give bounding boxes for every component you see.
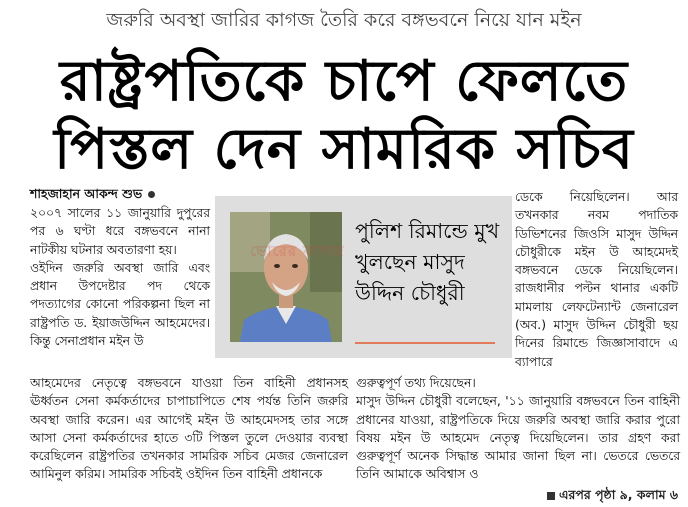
continuation-text: এরপর পৃষ্ঠা ৯, কলাম ৬ — [558, 487, 678, 502]
caption-divider — [355, 342, 495, 344]
right-column — [515, 188, 678, 371]
left-column — [30, 204, 210, 350]
bottom-right-column — [356, 374, 680, 484]
portrait-image-icon — [230, 212, 345, 342]
left-paragraph: ওইদিন জরুরি অবস্থা জারি এবং প্রধান উপদেষ্টার পদ থেকে পদত্যাগের কোনো পরিকল্পনা ছিল না রাষ্ট্রপতি ড. ইয়াজউদ্দিন আহমেদের। কিন্তু সেনাপ্রধান মইন উ — [30, 260, 210, 349]
bottom-right-paragraph: মাসুদ উদ্দিন চৌধুরী বলেছেন, '১১ জানুয়ারি বঙ্গভবনে তিন বাহিনী প্রধানের যাওয়া, রাষ্ট্রপতিকে দিয়ে জরুরি অবস্থা জারি করার পুরো বিষয় মইন উ আহমেদ নেতৃত্ব দিয়েছিলেন। তার গ্রহণ করা গুরুত্বপূর্ণ অনেক সিদ্ধান্ত আমার জানা ছিল না। ভেতরে ভেতরে তিনি আমাকে অবিশ্বাস ও — [356, 394, 680, 482]
square-bullet-icon — [547, 492, 555, 500]
left-paragraph: ২০০৭ সালের ১১ জানুয়ারি দুপুরের পর ৬ ঘণ্টা ধরে বঙ্গভবনে নানা নাটকীয় ঘটনার অবতারণা হয়। — [30, 206, 210, 257]
bottom-right-paragraph: গুরুত্বপূর্ণ তথ্য দিয়েছেন। — [356, 376, 476, 390]
watermark: ভোরের কাগজ — [250, 242, 345, 260]
headline-line-2: পিস্তল দেন সামরিক সচিব — [54, 117, 634, 182]
kicker-headline: জরুরি অবস্থা জারির কাগজ তৈরি করে বঙ্গভবনে নিয়ে যান মইন — [106, 9, 582, 31]
photo-caption: পুলিশ রিমান্ডে মুখ খুলছেন মাসুদ উদ্দিন চৌধুরী — [355, 219, 500, 305]
continuation-note — [547, 487, 678, 507]
portrait-photo — [230, 212, 345, 342]
right-paragraph: ডেকে নিয়েছিলেন। আর তখনকার নবম পদাতিক ডিভিশনের জিওসি মাসুদ উদ্দিন চৌধুরীকে মইন উ আহমেদই বঙ্গভবনে ডেকে নিয়েছিলেন। রাজধানীর পল্টন থানার একটি মামলায় লেফটেন্যান্ট জেনারেল (অব.) মাসুদ উদ্দিন চৌধুরী ছয় দিনের রিমান্ডে জিজ্ঞাসাবাদে এ ব্যাপারে — [515, 190, 678, 369]
headline-line-1: রাষ্ট্রপতিকে চাপে ফেলতে — [59, 49, 629, 114]
byline — [30, 186, 155, 206]
bullet-icon — [148, 191, 155, 198]
byline-author: শাহজাহান আকন্দ শুভ — [30, 186, 143, 201]
bottom-left-paragraph: আহমেদের নেতৃত্বে বঙ্গভবনে যাওয়া তিন বাহিনী প্রধানসহ ঊর্ধ্বতন সেনা কর্মকর্তাদের চাপাচাপিতে শেষ পর্যন্ত তিনি জরুরি অবস্থা জারি করেন। এর আগেই মইন উ আহমেদসহ তার সঙ্গে আসা সেনা কর্মকর্তাদের হাতে ৩টি পিস্তল তুলে দেওয়ার ব্যবস্থা করেছিলেন রাষ্ট্রপতির তখনকার সামরিক সচিব মেজর জেনারেল আমিনুল করিম। সামরিক সচিবই ওইদিন তিন বাহিনী প্রধানকে — [30, 376, 348, 482]
bottom-left-column — [30, 374, 348, 484]
photo-caption-box — [215, 196, 512, 358]
